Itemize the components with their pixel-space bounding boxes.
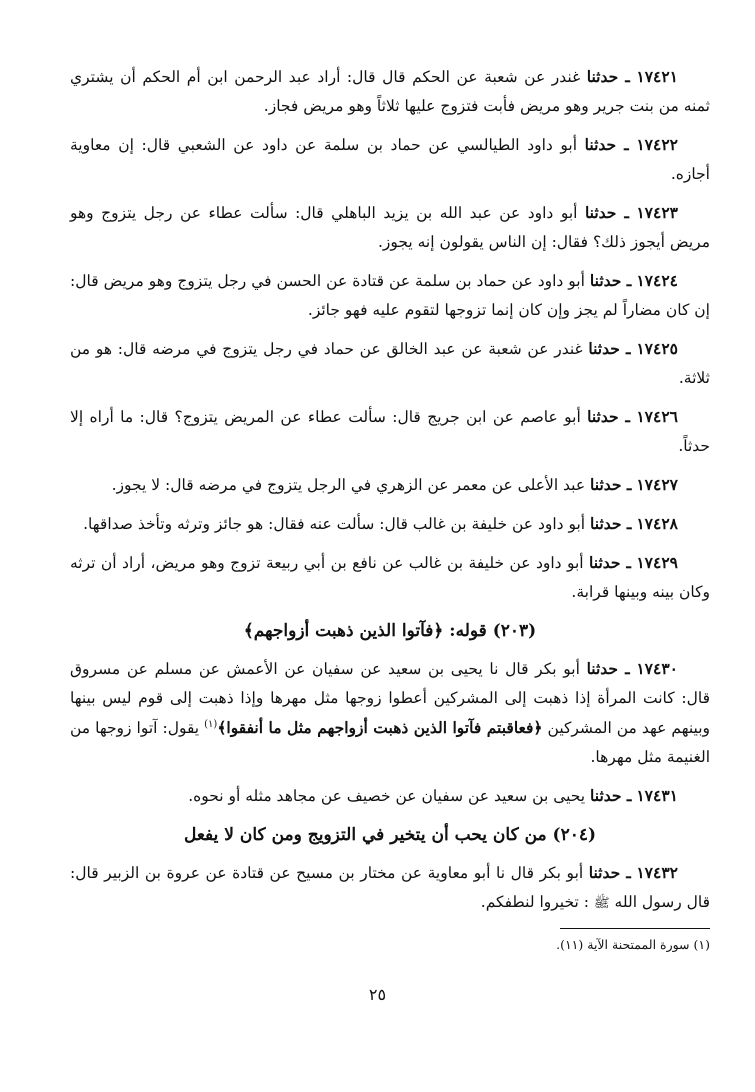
hadith-text-cont: : تخيروا لنطفكم. (480, 893, 594, 911)
footnote-ref[interactable]: (١) (204, 718, 218, 730)
hadith-number: ١٧٤٢٦ (636, 407, 678, 426)
footnote-divider (560, 928, 710, 929)
hadith-number: ١٧٤٢١ (636, 67, 679, 86)
hadith-number: ١٧٤٢٢ (636, 135, 678, 154)
page-number: ٢٥ (368, 985, 387, 1004)
hadith-text: أبو داود عن خليفة بن غالب قال: سألت عنه فقال: هو جائز وترثه وتأخذ صداقها. (83, 515, 591, 533)
hadith-text: عبد الأعلى عن معمر عن الزهري في الرجل يتزوج في مرضه قال: لا يجوز. (111, 476, 591, 494)
hadith-lead: ـ حدثنا (588, 339, 631, 358)
section-heading-203: (٢٠٣) قوله: ﴿فآتوا الذين ذهبت أزواجهم﴾ (243, 621, 537, 641)
hadith-lead: ـ حدثنا (590, 514, 632, 533)
hadith-lead: ـ حدثنا (588, 863, 631, 882)
hadith-text: غندر عن شعبة عن عبد الخالق عن حماد في رجل يتزوج في مرضه قال: هو من ثلاثة. (70, 340, 710, 387)
hadith-text-cont: يقول: آتوا زوجها من الغنيمة مثل مهرها. (70, 719, 710, 766)
hadith-entry (70, 334, 710, 393)
hadith-text: يحيى بن سعيد عن سفيان عن خصيف عن مجاهد مثله أو نحوه. (188, 787, 591, 805)
hadith-entry (70, 198, 710, 257)
hadith-number: ١٧٤٢٣ (636, 203, 678, 222)
hadith-entry-17431 (70, 781, 710, 811)
hadith-number: ١٧٤٢٩ (636, 553, 678, 572)
hadith-text: أبو بكر قال نا يحيى بن سعيد عن سفيان عن الأعمش عن مسلم عن مسروق قال: كانت المرأة إذا ذهبت إلى المشركين أعطوا زوجها مثل مهرها وإذا ذهبت إلى قوم ليس بينها وبينهم عهد من المشركين (70, 660, 711, 737)
hadith-number: ١٧٤٣٢ (636, 863, 678, 882)
footnote: (١) سورة الممتحنة الآية (١١). (556, 937, 710, 952)
hadith-lead: ـ حدثنا (587, 407, 630, 426)
hadith-number: ١٧٤٢٥ (636, 339, 678, 358)
hadith-entry-17432 (70, 858, 710, 918)
hadith-lead: ـ حدثنا (586, 67, 630, 86)
hadith-entry-17430 (70, 654, 710, 772)
hadith-number: ١٧٤٣١ (636, 786, 678, 805)
hadith-text: أبو داود عن خليفة بن غالب عن نافع بن أبي ربيعة تزوج وهو مريض، أراد أن ترثه وكان بينه وبينها قرابة. (70, 554, 710, 601)
hadith-lead: ـ حدثنا (584, 203, 629, 222)
hadith-number: ١٧٤٣٠ (636, 659, 678, 678)
hadith-entry (70, 548, 710, 607)
hadith-text: غندر عن شعبة عن الحكم قال قال: أراد عبد الرحمن ابن أم الحكم أن يشتري ثمنه من بنت جرير وهو مريض فأبت فتزوج عليها ثلاثاً وهو مريض فجاز. (70, 68, 710, 115)
page-body (70, 62, 710, 955)
hadith-entry (70, 402, 710, 461)
hadith-entry (70, 130, 710, 189)
hadith-entry (70, 470, 710, 500)
hadith-text: أبو داود الطيالسي عن حماد بن سلمة عن داود عن الشعبي قال: إن معاوية أجازه. (70, 136, 710, 183)
hadith-text: أبو داود عن حماد بن سلمة عن قتادة عن الحسن في رجل يتزوج وهو مريض قال: إن كان مضاراً لم يجز وإن كان إنما تزوجها لتقوم عليه فهو جائز. (70, 272, 710, 319)
hadith-text: أبو عاصم عن ابن جريج قال: سألت عطاء عن المريض يتزوج؟ قال: ما أراه إلا حدثاً. (70, 408, 710, 455)
hadith-lead: ـ حدثنا (590, 786, 632, 805)
hadith-number: ١٧٤٢٨ (636, 514, 678, 533)
hadith-lead: ـ حدثنا (584, 135, 629, 154)
hadith-lead: ـ حدثنا (586, 659, 630, 678)
salawat-glyph: ﷺ (593, 896, 610, 911)
hadith-number: ١٧٤٢٤ (636, 271, 678, 290)
hadith-list (70, 62, 710, 607)
hadith-entry (70, 62, 710, 121)
quran-quote: ﴿فعاقبتم فآتوا الذين ذهبت أزواجهم مثل ما أنفقوا﴾ (217, 718, 543, 737)
section-heading-204: (٢٠٤) من كان يحب أن يتخير في التزويج ومن كان لا يفعل (183, 825, 597, 845)
hadith-text: أبو بكر قال نا أبو معاوية عن مختار بن مسيح عن قتادة عن عروة بن الزبير قال: قال رسول الله (70, 864, 710, 911)
hadith-text: أبو داود عن عبد الله بن يزيد الباهلي قال: سألت عطاء عن رجل يتزوج وهو مريض أيجوز ذلك؟ فقال: إن الناس يقولون إنه يجوز. (70, 204, 710, 251)
hadith-entry (70, 509, 710, 539)
hadith-number: ١٧٤٢٧ (636, 475, 678, 494)
hadith-lead: ـ حدثنا (589, 553, 631, 572)
hadith-lead: ـ حدثنا (590, 475, 632, 494)
hadith-lead: ـ حدثنا (589, 271, 632, 290)
hadith-entry (70, 266, 710, 325)
